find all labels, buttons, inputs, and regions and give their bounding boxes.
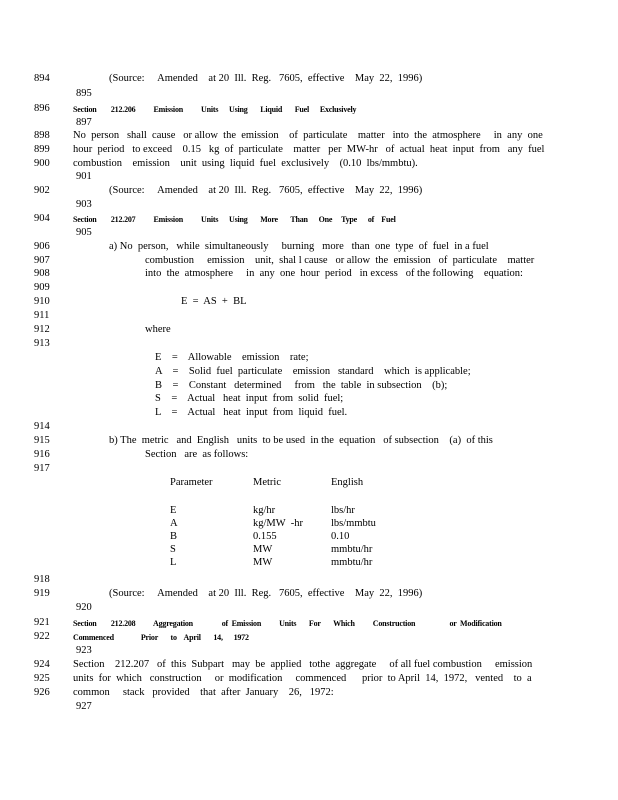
line-number: 899 [34, 144, 50, 155]
line-number: 914 [34, 421, 50, 432]
table-cell: kg/hr [253, 505, 276, 516]
line-number: 901 [76, 171, 92, 182]
section-heading: Section 212.206 Emission Units Using Liquid Fuel Exclusively [73, 105, 357, 114]
line-number: 925 [34, 673, 50, 684]
table-cell: lbs/mmbtu [331, 518, 376, 529]
line-number: 896 [34, 103, 50, 114]
line-number: 897 [76, 117, 92, 128]
definition: E = Allowable emission rate; [155, 352, 309, 363]
body-text: a) No person, while simultaneously burning more than one type of fuel in a fuel [109, 241, 489, 252]
line-number: 926 [34, 687, 50, 698]
line-number: 920 [76, 602, 92, 613]
table-cell: B [170, 531, 178, 542]
line-number: 902 [34, 185, 50, 196]
line-number: 906 [34, 241, 50, 252]
line-number: 904 [34, 213, 50, 224]
body-text: Section are as follows: [145, 449, 249, 460]
line-number: 903 [76, 199, 92, 210]
table-cell: A [170, 518, 178, 529]
line-number: 910 [34, 296, 50, 307]
line-number: 911 [34, 310, 50, 321]
line-number: 927 [76, 701, 92, 712]
line-number: 915 [34, 435, 50, 446]
body-text: hour period to exceed 0.15 kg of particulate matter per MW-hr of actual heat input from any fuel [73, 144, 545, 155]
table-cell: 0.155 [253, 531, 277, 542]
line-number: 898 [34, 130, 50, 141]
table-cell: mmbtu/hr [331, 544, 373, 555]
line-number: 924 [34, 659, 50, 670]
line-number: 919 [34, 588, 50, 599]
body-text: units for which construction or modification commenced prior to April 14, 1972, vented to a [73, 673, 532, 684]
table-cell: S [170, 544, 176, 555]
line-number: 908 [34, 268, 50, 279]
table-cell: mmbtu/hr [331, 557, 373, 568]
line-number: 921 [34, 617, 50, 628]
table-header-parameter: Parameter [170, 477, 213, 488]
line-number: 909 [34, 282, 50, 293]
definition: A = Solid fuel particulate emission standard which is applicable; [155, 366, 471, 377]
line-number: 923 [76, 645, 92, 656]
body-text: common stack provided that after January 26, 1972: [73, 687, 334, 698]
table-cell: E [170, 505, 177, 516]
equation: E = AS + BL [181, 296, 247, 307]
table-cell: lbs/hr [331, 505, 355, 516]
table-header-metric: Metric [253, 477, 281, 488]
line-number: 912 [34, 324, 50, 335]
body-text: Section 212.207 of this Subpart may be applied tothe aggregate of all fuel combustion emission [73, 659, 533, 670]
source-note: (Source: Amended at 20 Ill. Reg. 7605, effective May 22, 1996) [109, 73, 423, 84]
source-note: (Source: Amended at 20 Ill. Reg. 7605, effective May 22, 1996) [109, 588, 423, 599]
line-number: 895 [76, 88, 92, 99]
line-number: 905 [76, 227, 92, 238]
line-number: 916 [34, 449, 50, 460]
section-heading: Section 212.208 Aggregation of Emission Units For Which Construction or Modification [73, 619, 502, 628]
definition: L = Actual heat input from liquid fuel. [155, 407, 348, 418]
line-number: 922 [34, 631, 50, 642]
table-cell: kg/MW -hr [253, 518, 303, 529]
body-text: combustion emission unit using liquid fuel exclusively (0.10 lbs/mmbtu). [73, 158, 418, 169]
body-text: combustion emission unit, shal l cause or allow the emission of particulate matter [145, 255, 535, 266]
source-note: (Source: Amended at 20 Ill. Reg. 7605, effective May 22, 1996) [109, 185, 423, 196]
line-number: 894 [34, 73, 50, 84]
table-cell: 0.10 [331, 531, 350, 542]
line-number: 913 [34, 338, 50, 349]
line-number: 907 [34, 255, 50, 266]
body-text: into the atmosphere in any one hour period in excess of the following equation: [145, 268, 523, 279]
table-cell: MW [253, 544, 273, 555]
line-number: 917 [34, 463, 50, 474]
line-number: 918 [34, 574, 50, 585]
table-header-english: English [331, 477, 364, 488]
definition: S = Actual heat input from solid fuel; [155, 393, 344, 404]
body-text: where [145, 324, 171, 335]
section-heading: Section 212.207 Emission Units Using More Than One Type of Fuel [73, 215, 396, 224]
line-number: 900 [34, 158, 50, 169]
table-cell: MW [253, 557, 273, 568]
definition: B = Constant determined from the table in subsection (b); [155, 380, 448, 391]
section-heading: Commenced Prior to April 14, 1972 [73, 633, 249, 642]
body-text: b) The metric and English units to be used in the equation of subsection (a) of this [109, 435, 493, 446]
table-cell: L [170, 557, 177, 568]
body-text: No person shall cause or allow the emission of particulate matter into the atmosphere in any one [73, 130, 543, 141]
